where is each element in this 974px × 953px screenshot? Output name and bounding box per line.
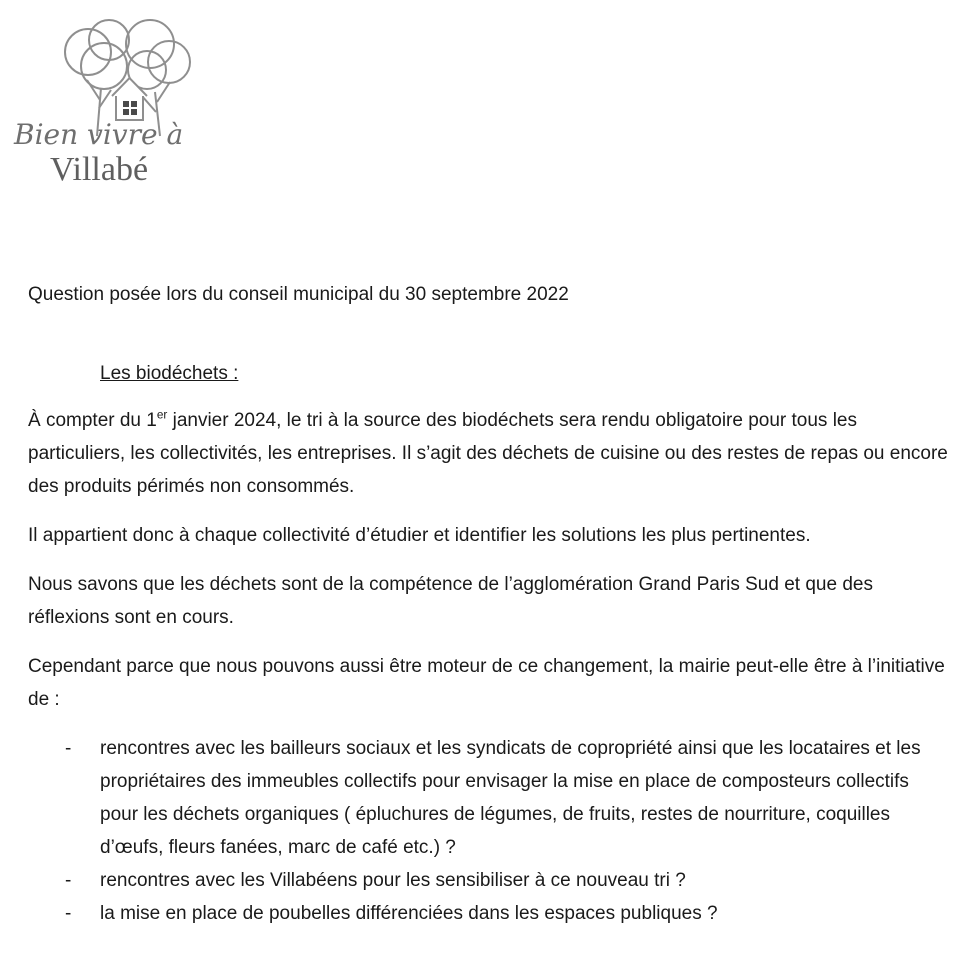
bullet-text: rencontres avec les Villabéens pour les sensibiliser à ce nouveau tri ? — [100, 870, 686, 891]
paragraph-1-superscript: er — [156, 408, 168, 422]
bullet-marker: - — [65, 870, 72, 891]
paragraph-3: Nous savons que les déchets sont de la compétence de l’agglomération Grand Paris Sud et que des réflexions sont en cours. — [28, 574, 873, 628]
section-heading — [28, 357, 948, 390]
paragraph-1-rest: janvier 2024, le tri à la source des biodéchets sera rendu obligatoire pour tous les particuliers, les collectivités, les entreprises. Il s’agit des déchets de cuisine ou des restes de repas ou encore des produits périmés non consommés. — [28, 410, 948, 497]
bullet-item — [28, 897, 948, 930]
paragraph-1 — [28, 404, 948, 503]
paragraph-4: Cependant parce que nous pouvons aussi être moteur de ce changement, la mairie peut-elle être à l’initiative de : — [28, 656, 945, 710]
intro-line: Question posée lors du conseil municipal du 30 septembre 2022 — [28, 284, 569, 305]
bullet-item — [28, 864, 948, 897]
bullet-marker: - — [65, 903, 72, 924]
bullet-list — [28, 732, 948, 930]
bullet-text: rencontres avec les bailleurs sociaux et les syndicats de copropriété ainsi que les locataires et les propriétaires des immeubles collectifs pour envisager la mise en place de composteurs collectifs pour les déchets organiques ( épluchures de légumes, de fruits, restes de nourriture, coquilles d’œufs, fleurs fanées, marc de café etc.) ? — [100, 738, 921, 858]
bullet-marker: - — [65, 738, 72, 759]
logo-script-line: Bien vivre à — [14, 118, 184, 151]
logo-name: Villabé — [50, 151, 149, 188]
bullet-text: la mise en place de poubelles différenciées dans les espaces publiques ? — [100, 903, 718, 924]
logo — [8, 4, 223, 192]
paragraph-2: Il appartient donc à chaque collectivité d’étudier et identifier les solutions les plus pertinentes. — [28, 525, 811, 546]
paragraph-1-prefix: À compter du 1 — [28, 410, 157, 431]
section-heading-text: Les biodéchets : — [100, 363, 239, 384]
document-content — [28, 278, 948, 930]
bullet-item — [28, 732, 948, 864]
logo-trees-icon — [8, 4, 223, 192]
